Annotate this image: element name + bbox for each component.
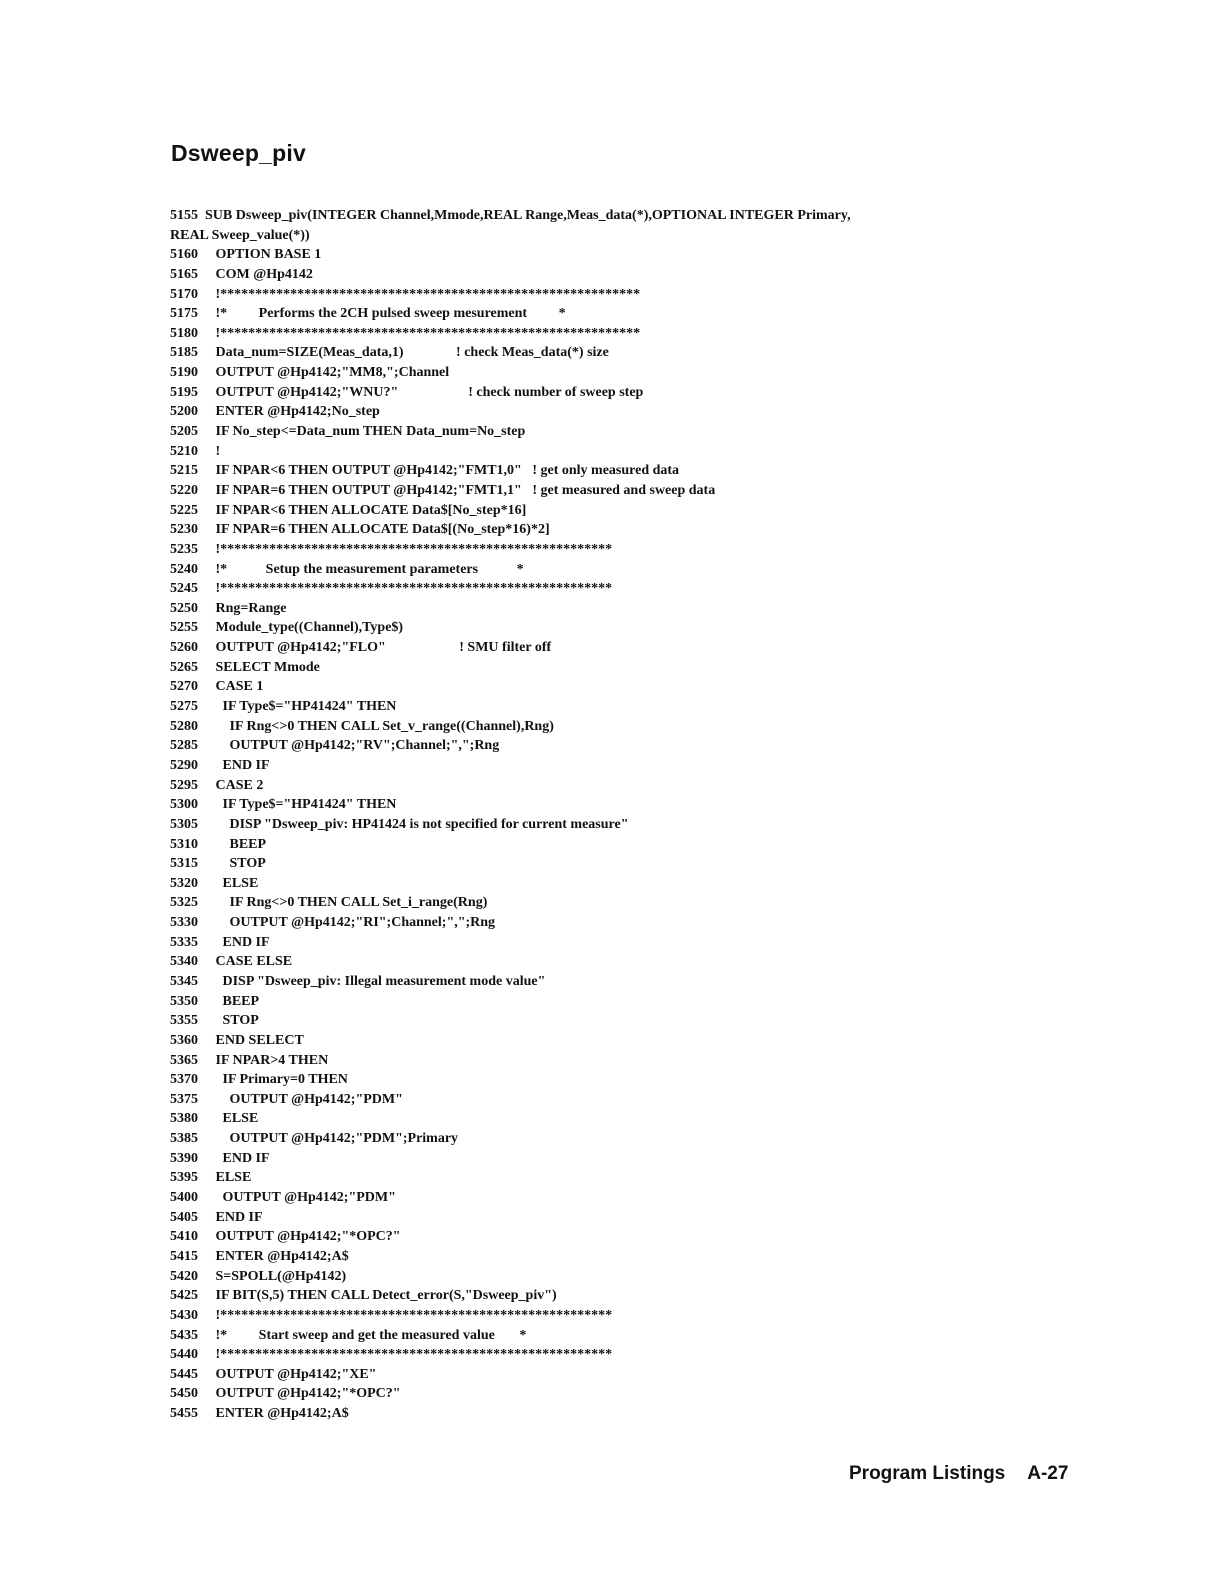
page-number: A-27: [1027, 1463, 1069, 1484]
code-line: 5275 IF Type$="HP41424" THEN: [170, 699, 397, 715]
code-line: 5230 IF NPAR=6 THEN ALLOCATE Data$[(No_step*16)*2]: [170, 522, 550, 538]
code-line: 5330 OUTPUT @Hp4142;"RI";Channel;",";Rng: [170, 915, 496, 931]
code-line: 5415 ENTER @Hp4142;A$: [170, 1248, 349, 1264]
program-listing: [170, 206, 1070, 1424]
code-line: 5380 ELSE: [170, 1111, 259, 1127]
code-line: 5395 ELSE: [170, 1170, 252, 1186]
code-line: 5160 OPTION BASE 1: [170, 247, 322, 263]
code-line: 5365 IF NPAR>4 THEN: [170, 1052, 329, 1068]
code-line: 5225 IF NPAR<6 THEN ALLOCATE Data$[No_step*16]: [170, 502, 527, 518]
code-line: 5305 DISP "Dsweep_piv: HP41424 is not specified for current measure": [170, 816, 629, 832]
code-line: 5155 SUB Dsweep_piv(INTEGER Channel,Mmode,REAL Range,Meas_data(*),OPTIONAL INTEGER Primary,: [170, 208, 851, 223]
code-line: 5355 STOP: [170, 1013, 259, 1029]
code-line: 5180 !************************************************************: [170, 325, 641, 341]
code-line: 5170 !************************************************************: [170, 286, 641, 302]
code-line: 5240 !* Setup the measurement parameters *: [170, 561, 524, 577]
code-line: 5350 BEEP: [170, 993, 260, 1009]
page-title: Dsweep_piv: [171, 140, 306, 166]
code-line: 5270 CASE 1: [170, 679, 264, 695]
code-line: 5420 S=SPOLL(@Hp4142): [170, 1268, 347, 1284]
code-line: 5245 !********************************************************: [170, 581, 613, 597]
code-line: 5190 OUTPUT @Hp4142;"MM8,";Channel: [170, 365, 450, 381]
code-line: 5255 Module_type((Channel),Type$): [170, 620, 404, 636]
code-line: 5260 OUTPUT @Hp4142;"FLO" ! SMU filter off: [170, 640, 552, 656]
code-line: 5165 COM @Hp4142: [170, 266, 313, 282]
footer-section-title: Program Listings: [849, 1463, 1006, 1484]
code-line: 5400 OUTPUT @Hp4142;"PDM": [170, 1190, 396, 1206]
code-line: 5320 ELSE: [170, 875, 259, 891]
code-line: 5405 END IF: [170, 1209, 263, 1225]
code-line: 5445 OUTPUT @Hp4142;"XE": [170, 1366, 377, 1382]
code-line: 5280 IF Rng<>0 THEN CALL Set_v_range((Channel),Rng): [170, 718, 554, 734]
code-line: 5210 !: [170, 443, 221, 459]
code-line: 5175 !* Performs the 2CH pulsed sweep mesurement *: [170, 306, 566, 322]
code-line: 5300 IF Type$="HP41424" THEN: [170, 797, 397, 813]
code-line: 5375 OUTPUT @Hp4142;"PDM": [170, 1091, 403, 1107]
code-line: 5325 IF Rng<>0 THEN CALL Set_i_range(Rng): [170, 895, 488, 911]
code-line: 5215 IF NPAR<6 THEN OUTPUT @Hp4142;"FMT1,0" ! get only measured data: [170, 463, 680, 479]
code-line: 5195 OUTPUT @Hp4142;"WNU?" ! check number of sweep step: [170, 384, 644, 400]
code-line: 5290 END IF: [170, 757, 270, 773]
code-line: 5370 IF Primary=0 THEN: [170, 1072, 348, 1088]
code-line: 5345 DISP "Dsweep_piv: Illegal measurement mode value": [170, 973, 546, 989]
code-line: 5430 !********************************************************: [170, 1307, 613, 1323]
code-line: 5410 OUTPUT @Hp4142;"*OPC?": [170, 1229, 401, 1245]
code-line: 5455 ENTER @Hp4142;A$: [170, 1406, 349, 1422]
code-line: 5200 ENTER @Hp4142;No_step: [170, 404, 380, 420]
code-line: 5220 IF NPAR=6 THEN OUTPUT @Hp4142;"FMT1,1" ! get measured and sweep data: [170, 482, 716, 498]
code-line: 5315 STOP: [170, 856, 266, 872]
code-line: 5335 END IF: [170, 934, 270, 950]
code-line: 5360 END SELECT: [170, 1032, 304, 1048]
code-line: 5235 !********************************************************: [170, 541, 613, 557]
code-line: 5440 !********************************************************: [170, 1347, 613, 1363]
page-footer: [849, 1463, 1068, 1485]
code-line: 5295 CASE 2: [170, 777, 264, 793]
code-line: 5385 OUTPUT @Hp4142;"PDM";Primary: [170, 1131, 459, 1147]
code-line: 5310 BEEP: [170, 836, 267, 852]
code-line: 5435 !* Start sweep and get the measured value *: [170, 1327, 527, 1343]
code-line: 5285 OUTPUT @Hp4142;"RV";Channel;",";Rng: [170, 738, 500, 754]
code-line: 5205 IF No_step<=Data_num THEN Data_num=No_step: [170, 424, 526, 440]
code-line: 5250 Rng=Range: [170, 600, 287, 616]
code-line: 5450 OUTPUT @Hp4142;"*OPC?": [170, 1386, 401, 1402]
code-line: 5265 SELECT Mmode: [170, 659, 320, 675]
code-line: 5425 IF BIT(S,5) THEN CALL Detect_error(S,"Dsweep_piv"): [170, 1288, 557, 1304]
code-line: 5340 CASE ELSE: [170, 954, 293, 970]
code-line: 5390 END IF: [170, 1150, 270, 1166]
code-line: 5185 Data_num=SIZE(Meas_data,1) ! check Meas_data(*) size: [170, 345, 609, 361]
code-line: REAL Sweep_value(*)): [170, 227, 310, 243]
